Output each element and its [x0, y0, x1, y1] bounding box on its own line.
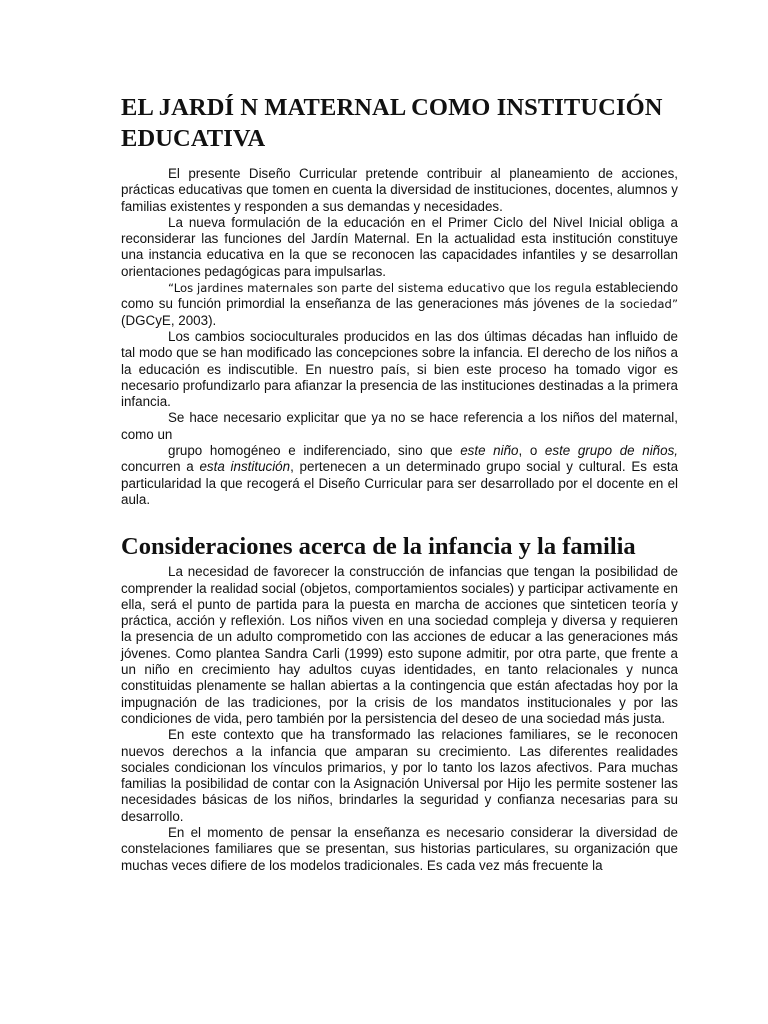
paragraph — [121, 443, 678, 508]
paragraph-text: , pertenecen a un determinado grupo social y cultural. Es esta particularidad la que recogerá el Diseño Curricular para ser desarrollado por el docente en el aula. — [121, 459, 679, 507]
emphasis-text: este grupo de niños, — [544, 443, 678, 459]
quote-text: estableciendo como su función primordial la enseñanza de las generaciones más jóvenes — [121, 280, 679, 312]
paragraph: El presente Diseño Curricular pretende contribuir al planeamiento de acciones, prácticas educativas que tomen en cuenta la diversidad de instituciones, docentes, alumnos y familias existentes y responden a sus demandas y necesidades. — [121, 166, 678, 214]
paragraph: La necesidad de favorecer la construcción de infancias que tengan la posibilidad de comprender la realidad social (objetos, comportamientos sociales) y participar activamente en ella, será el punto de partida para la puesta en marcha de acciones que sinteticen teoría y práctica, acción y reflexión. Los niños viven en una sociedad compleja y diversa y requieren la presencia de un adulto comprometido con las acciones de educar a las generaciones más jóvenes. Como plantea Sandra Carli (1999) esto supone admitir, por otra parte, que frente a un niño en crecimiento hay adultos cuyas identidades, en tanto relacionales y nunca constituidas plenamente se hallan abiertas a la contingencia que están afectadas hoy por la impugnación de las tradiciones, por la crisis de los mandatos institucionales y por las condiciones de vida, pero también por la persistencia del deseo de una sociedad más justa. — [121, 564, 678, 726]
quote-citation: (DGCyE, 2003). — [121, 312, 217, 328]
page-title: EL JARDÍ N MATERNAL COMO INSTITUCIÓN EDUCATIVA — [121, 94, 663, 152]
paragraph-text: concurren a — [121, 459, 200, 475]
section-heading: Consideraciones acerca de la infancia y la familia — [121, 533, 636, 561]
paragraph: En el momento de pensar la enseñanza es necesario considerar la diversidad de constelaciones familiares que se presentan, sus historias particulares, su organización que muchas veces difiere de los modelos tradicionales. Es cada vez más frecuente la — [121, 824, 678, 873]
paragraph: En este contexto que ha transformado las relaciones familiares, se le reconocen nuevos derechos a la infancia que amparan su crecimiento. Las diferentes realidades sociales condicionan los vínculos primarios, y por lo tanto los lazos afectivos. Para muchas familias la posibilidad de contar con la Asignación Universal por Hijo les permite sostener las necesidades básicas de los niños, brindarles la seguridad y confianza necesarias para su desarrollo. — [121, 727, 678, 824]
paragraph: Los cambios socioculturales producidos en las dos últimas décadas han influido de tal modo que se han modificado las concepciones sobre la infancia. El derecho de los niños a la educación es indiscutible. En nuestro país, si bien este proceso ha tomado vigor es necesario profundizarlo para afianzar la presencia de las instituciones destinadas a la primera infancia. — [121, 328, 678, 410]
quote-paragraph — [121, 280, 678, 329]
emphasis-text: este niño — [460, 443, 519, 459]
emphasis-text: esta institución — [199, 459, 291, 475]
paragraph-text: grupo homogéneo e indiferenciado, sino que — [168, 443, 461, 459]
paragraph: La nueva formulación de la educación en el Primer Ciclo del Nivel Inicial obliga a reconsiderar las funciones del Jardín Maternal. En la actualidad esta institución constituye una instancia educativa en la que se reconocen las capacidades infantiles y se desarrollan orientaciones pedagógicas para impulsarlas. — [121, 214, 678, 279]
quote-text: “Los jardines maternales son parte del sistema educativo que los regula — [168, 281, 592, 296]
paragraph: Se hace necesario explicitar que ya no se hace referencia a los niños del maternal, como un — [121, 410, 678, 442]
quote-text: de la sociedad” — [579, 297, 678, 312]
paragraph-text: , o — [518, 443, 545, 459]
